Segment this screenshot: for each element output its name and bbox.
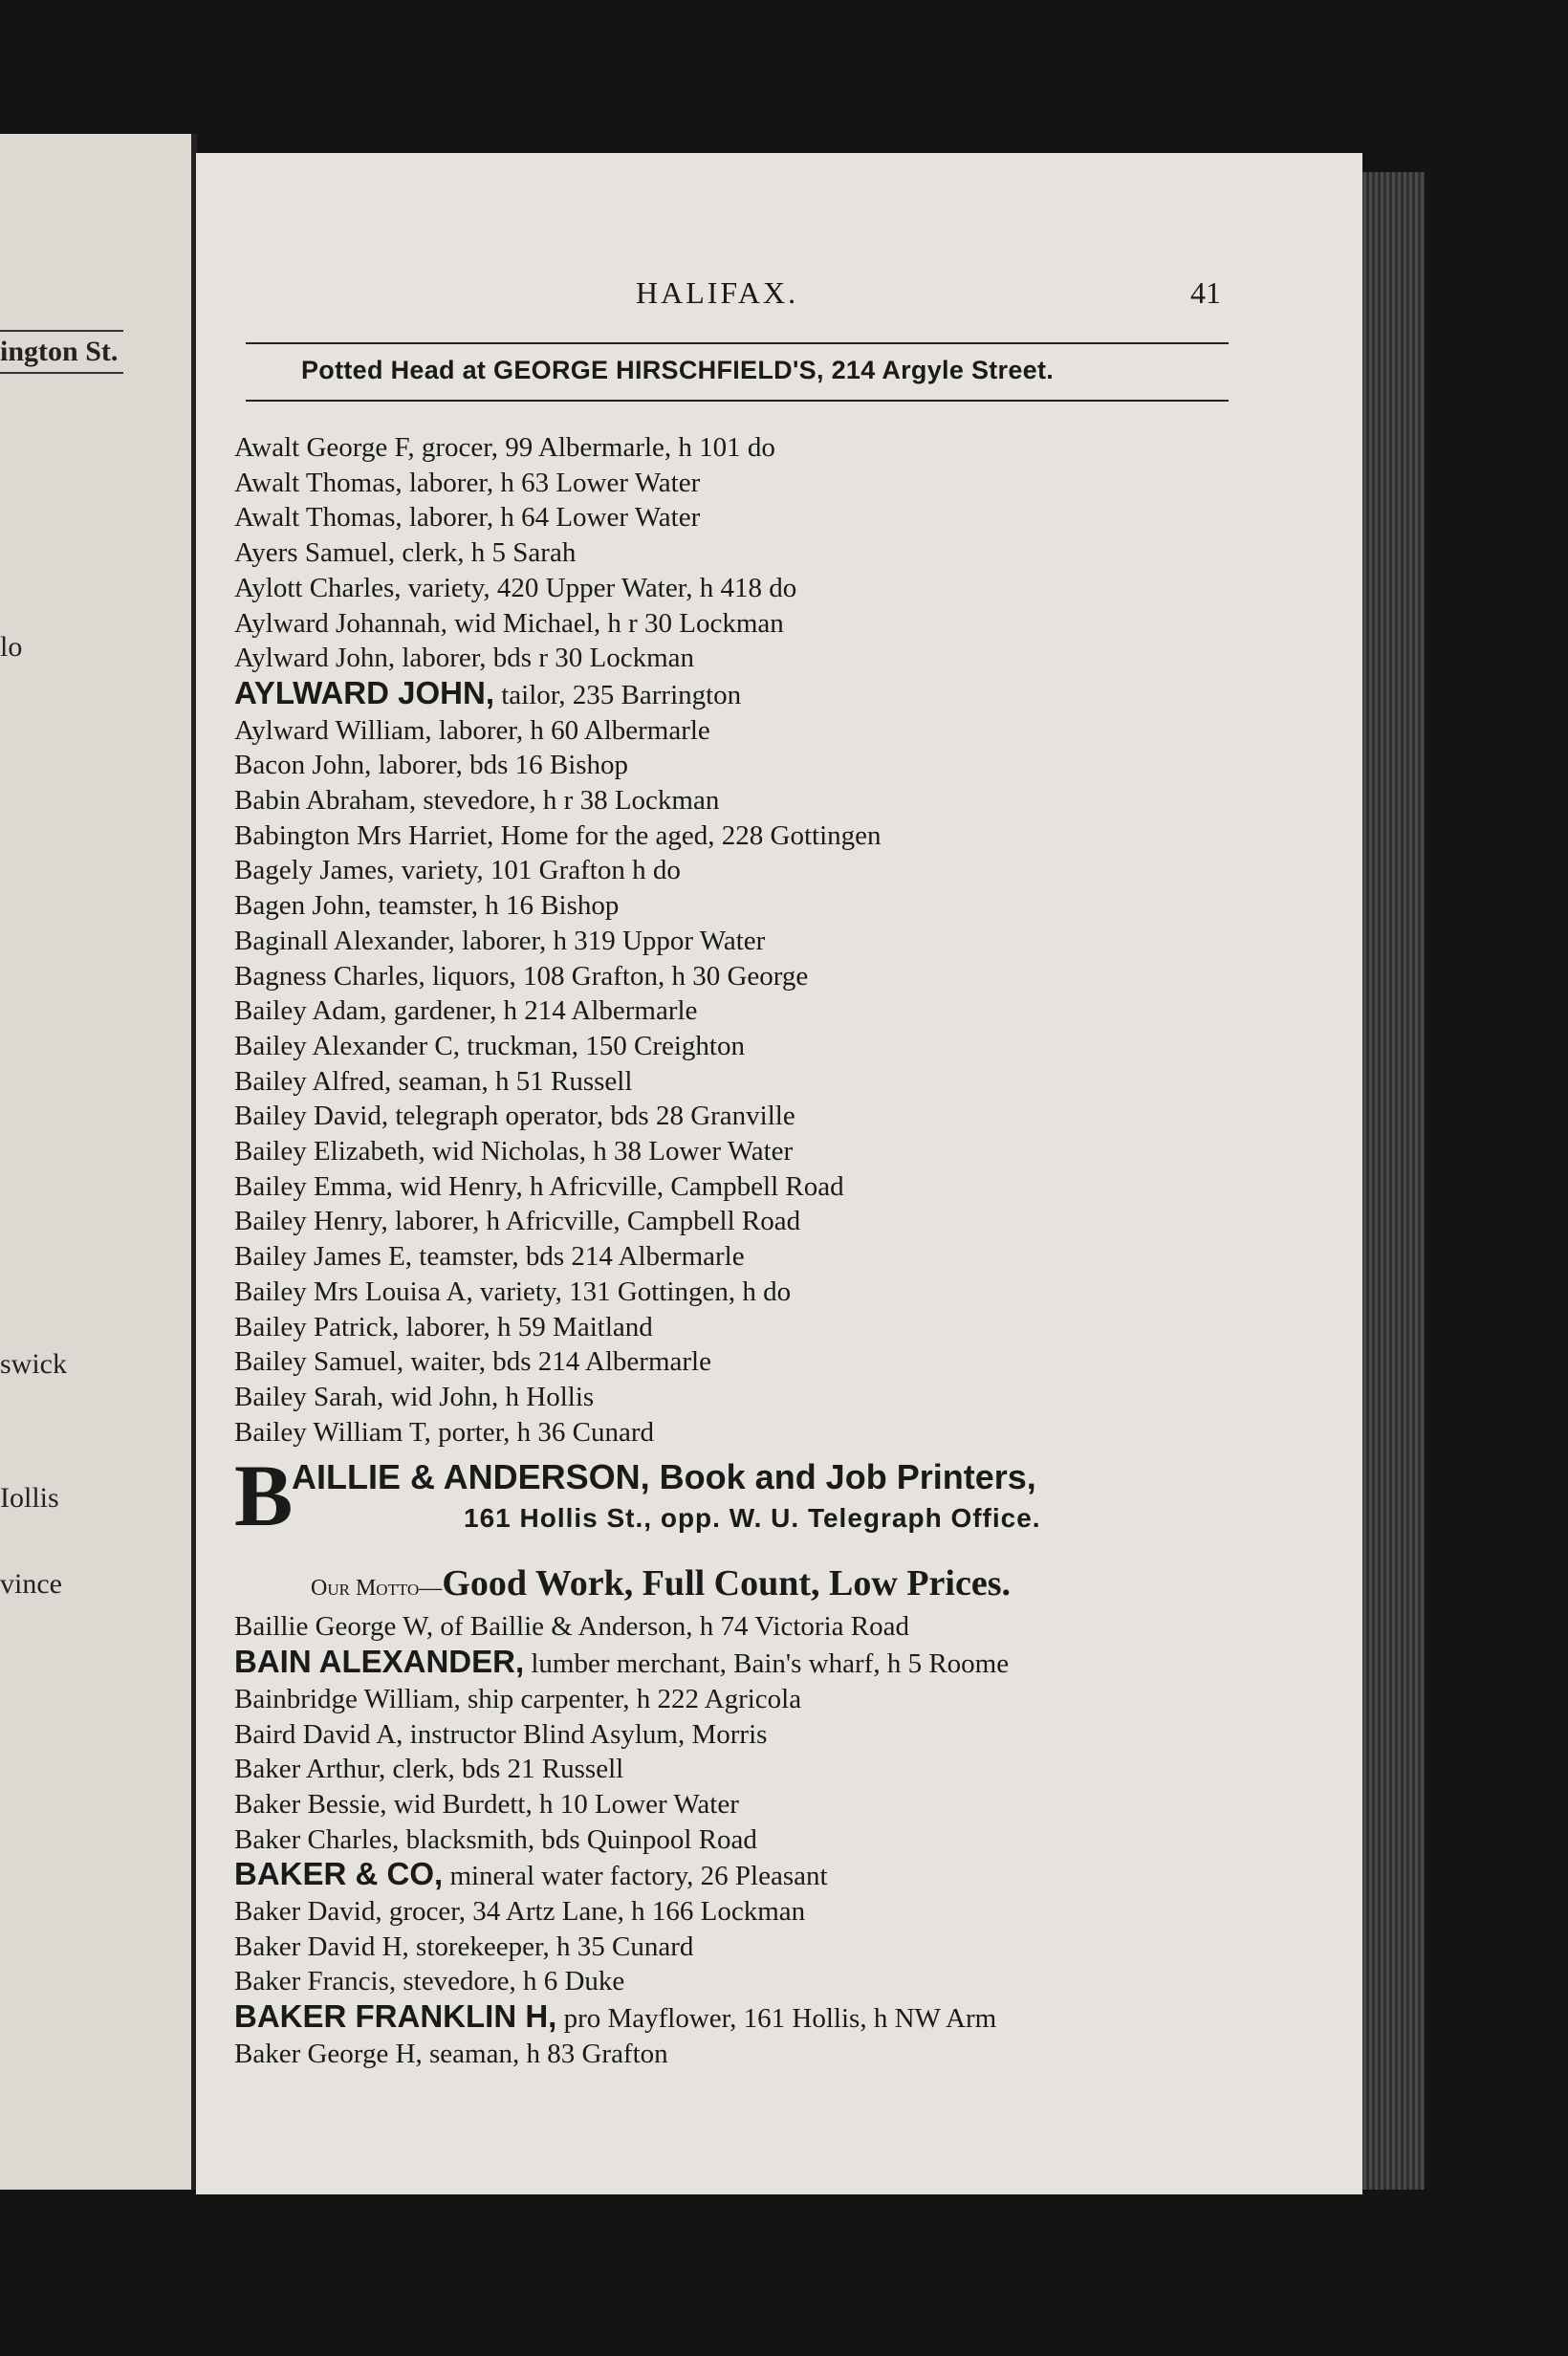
ad-address: 161 Hollis St., opp. W. U. Telegraph Office. xyxy=(464,1503,1041,1534)
directory-entry xyxy=(234,748,1334,783)
entries-list xyxy=(234,430,1334,2072)
entry-text: Baker Charles, blacksmith, bds Quinpool Road xyxy=(234,1823,757,1855)
ad-dropcap: B xyxy=(234,1447,294,1545)
directory-entry xyxy=(234,993,1334,1029)
directory-entry xyxy=(234,1344,1334,1380)
directory-entry xyxy=(234,1609,1334,1645)
entry-text: Baginall Alexander, laborer, h 319 Uppor Water xyxy=(234,925,766,956)
directory-entry xyxy=(234,818,1334,854)
directory-entry xyxy=(234,1857,1334,1894)
entry-text: Bagely James, variety, 101 Grafton h do xyxy=(234,855,681,886)
entry-bold-name: BAKER & CO, xyxy=(234,1856,444,1892)
left-page-fragment: vince xyxy=(0,1568,62,1600)
entry-text: tailor, 235 Barrington xyxy=(494,679,742,710)
page-title: HALIFAX. xyxy=(636,275,799,310)
directory-entry xyxy=(234,1380,1334,1415)
directory-entry xyxy=(234,500,1334,535)
directory-entry xyxy=(234,571,1334,606)
entry-text: Babington Mrs Harriet, Home for the aged, 228 Gottingen xyxy=(234,819,882,851)
ad-motto xyxy=(234,1562,1334,1609)
directory-entry xyxy=(234,1894,1334,1930)
entry-text: Baker George H, seaman, h 83 Grafton xyxy=(234,2038,668,2069)
directory-entry xyxy=(234,535,1334,571)
entry-text: Aylward William, laborer, h 60 Albermarle xyxy=(234,714,710,746)
directory-entry xyxy=(234,606,1334,642)
directory-entry xyxy=(234,783,1334,818)
entry-text: Bailey Adam, gardener, h 214 Albermarle xyxy=(234,995,698,1027)
left-facing-page xyxy=(0,134,197,2190)
directory-entry xyxy=(234,1822,1334,1858)
left-page-fragment: swick xyxy=(0,1348,67,1380)
entry-text: Aylward Johannah, wid Michael, h r 30 Lockman xyxy=(234,607,784,639)
entry-bold-name: BAIN ALEXANDER, xyxy=(234,1644,525,1680)
left-page-header: ington St. xyxy=(0,330,123,374)
entry-bold-name: BAKER FRANKLIN H, xyxy=(234,1998,557,2035)
directory-entry xyxy=(234,1064,1334,1100)
directory-entry xyxy=(234,1204,1334,1239)
entry-text: Baker Bessie, wid Burdett, h 10 Lower Water xyxy=(234,1788,739,1820)
entry-text: Awalt Thomas, laborer, h 64 Lower Water xyxy=(234,502,701,534)
directory-entry xyxy=(234,853,1334,888)
entry-text: Awalt George F, grocer, 99 Albermarle, h 101 do xyxy=(234,432,775,463)
directory-entry xyxy=(234,1645,1334,1682)
entry-text: Baker David, grocer, 34 Artz Lane, h 166 Lockman xyxy=(234,1896,806,1928)
entry-text: Bagness Charles, liquors, 108 Grafton, h 30 George xyxy=(234,960,809,992)
directory-entry xyxy=(234,430,1334,466)
entry-bold-name: AYLWARD JOHN, xyxy=(234,674,494,710)
entry-text: Bacon John, laborer, bds 16 Bishop xyxy=(234,750,629,781)
entry-text: Bailey Emma, wid Henry, h Africville, Campbell Road xyxy=(234,1170,844,1202)
motto-label: Our Motto— xyxy=(311,1576,443,1602)
running-head xyxy=(196,275,1229,314)
left-page-fragment: Iollis xyxy=(0,1482,59,1514)
entry-text: Bailey William T, porter, h 36 Cunard xyxy=(234,1416,655,1448)
directory-entry xyxy=(234,1169,1334,1205)
entry-text: Bailey Patrick, laborer, h 59 Maitland xyxy=(234,1311,653,1342)
entry-text: Bailey Alexander C, truckman, 150 Creighton xyxy=(234,1030,745,1061)
directory-entry xyxy=(234,466,1334,501)
entry-text: Aylward John, laborer, bds r 30 Lockman xyxy=(234,643,695,674)
page-edge xyxy=(1358,172,1425,2190)
entry-text: Baker Arthur, clerk, bds 21 Russell xyxy=(234,1754,624,1785)
directory-entry xyxy=(234,888,1334,924)
entry-text: Awalt Thomas, laborer, h 63 Lower Water xyxy=(234,467,701,498)
motto-text: Good Work, Full Count, Low Prices. xyxy=(442,1563,1011,1604)
directory-entry xyxy=(234,1999,1334,2037)
entry-text: Baker Francis, stevedore, h 6 Duke xyxy=(234,1966,625,1997)
entry-text: Bailey Samuel, waiter, bds 214 Albermarle xyxy=(234,1346,711,1378)
directory-entry xyxy=(234,959,1334,994)
entry-text: pro Mayflower, 161 Hollis, h NW Arm xyxy=(556,2003,997,2035)
entry-text: Bailey David, telegraph operator, bds 28 Granville xyxy=(234,1101,795,1132)
page-number: 41 xyxy=(1190,275,1221,310)
entry-text: Bailey Henry, laborer, h Africville, Campbell Road xyxy=(234,1206,801,1237)
entries-group-b xyxy=(234,1609,1334,2071)
directory-entry xyxy=(234,1682,1334,1717)
entry-text: Bailey Elizabeth, wid Nicholas, h 38 Lower Water xyxy=(234,1136,794,1167)
directory-entry xyxy=(234,1029,1334,1064)
left-page-fragment: lo xyxy=(0,631,23,663)
directory-entry xyxy=(234,1787,1334,1822)
entry-text: Bagen John, teamster, h 16 Bishop xyxy=(234,890,620,922)
entry-text: Baillie George W, of Baillie & Anderson, h 74 Victoria Road xyxy=(234,1611,909,1643)
directory-entry xyxy=(234,641,1334,676)
entry-text: Bailey James E, teamster, bds 214 Albermarle xyxy=(234,1241,745,1273)
directory-entry xyxy=(234,1717,1334,1753)
advertisement-banner: Potted Head at GEORGE HIRSCHFIELD'S, 214 Argyle Street. xyxy=(301,356,1055,384)
entry-text: Baird David A, instructor Blind Asylum, Morris xyxy=(234,1718,768,1750)
entry-text: Baker David H, storekeeper, h 35 Cunard xyxy=(234,1931,694,1962)
entry-text: Bailey Mrs Louisa A, variety, 131 Gottingen, h do xyxy=(234,1276,792,1307)
directory-entry xyxy=(234,713,1334,749)
directory-entry xyxy=(234,1134,1334,1169)
directory-entry xyxy=(234,1752,1334,1787)
directory-entry xyxy=(234,1964,1334,1999)
entry-text: Bainbridge William, ship carpenter, h 222 Agricola xyxy=(234,1683,802,1714)
entry-text: lumber merchant, Bain's wharf, h 5 Roome xyxy=(524,1648,1010,1680)
entry-text: Babin Abraham, stevedore, h r 38 Lockman xyxy=(234,785,720,817)
entry-text: Aylott Charles, variety, 420 Upper Water, h 418 do xyxy=(234,572,797,603)
directory-entry xyxy=(234,2037,1334,2072)
directory-entry xyxy=(234,924,1334,959)
header-rule xyxy=(246,342,1229,344)
entry-text: Bailey Alfred, seaman, h 51 Russell xyxy=(234,1065,633,1097)
directory-page xyxy=(196,153,1362,2194)
entry-text: Bailey Sarah, wid John, h Hollis xyxy=(234,1381,595,1412)
directory-entry xyxy=(234,1275,1334,1310)
ad-headline: AILLIE & ANDERSON, Book and Job Printers, xyxy=(292,1457,1036,1497)
entry-text: Ayers Samuel, clerk, h 5 Sarah xyxy=(234,537,577,569)
directory-entry xyxy=(234,1415,1334,1451)
directory-entry xyxy=(234,676,1334,713)
directory-entry xyxy=(234,1239,1334,1275)
directory-entry xyxy=(234,1930,1334,1965)
entries-group-a xyxy=(234,430,1334,1450)
banner-rule xyxy=(246,400,1229,402)
directory-entry xyxy=(234,1099,1334,1134)
entry-text: mineral water factory, 26 Pleasant xyxy=(443,1861,828,1892)
directory-entry xyxy=(234,1310,1334,1345)
printers-advertisement xyxy=(234,1447,1334,1562)
